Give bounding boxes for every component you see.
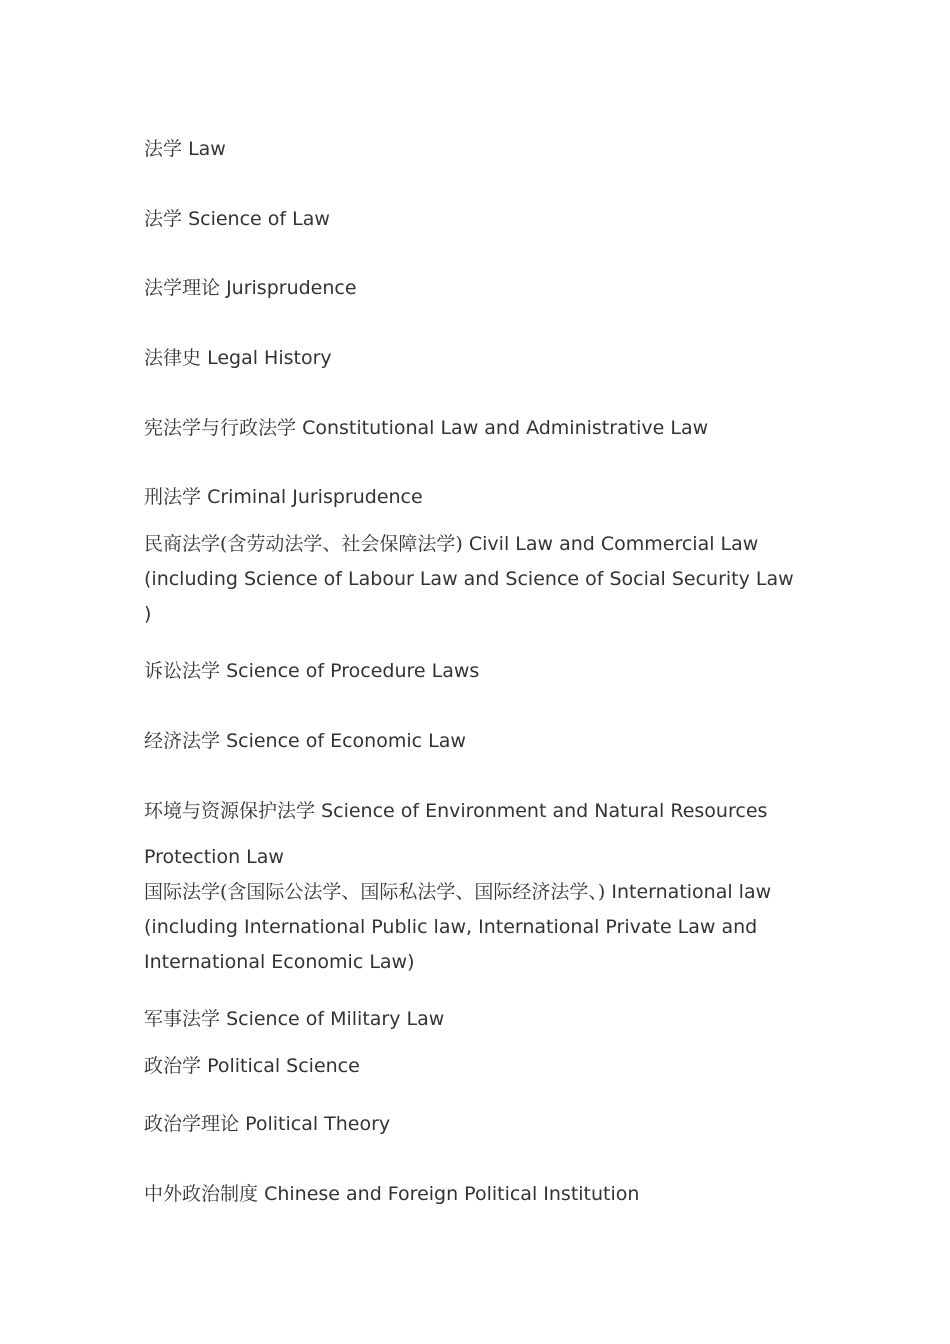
entry-english-term: Legal History (207, 347, 332, 369)
entry-chinese-term: 宪法学与行政法学 (144, 417, 297, 439)
glossary-entry-political-theory (144, 1107, 794, 1142)
entry-english-term: Science of Economic Law (226, 730, 466, 752)
entry-english-term: Chinese and Foreign Political Institution (264, 1183, 640, 1205)
entry-chinese-term: 民商法学(含劳动法学、社会保障法学) (144, 533, 463, 555)
glossary-entry-constitutional-law (144, 411, 794, 446)
glossary-entry-political-science (144, 1049, 794, 1084)
entry-english-term: Science of Procedure Laws (226, 660, 480, 682)
glossary-entry-economic-law (144, 724, 794, 759)
entry-english-term: Criminal Jurisprudence (207, 486, 423, 508)
entry-chinese-term: 诉讼法学 (144, 660, 221, 682)
entry-english-term: Law (188, 138, 226, 160)
entry-english-term: Protection Law (144, 846, 284, 868)
entry-english-term: Political Theory (245, 1113, 391, 1135)
entry-english-term: Civil Law and Commercial Law (including Science of Labour Law and Science of Social Security Law ) (144, 533, 794, 625)
entry-english-term: Jurisprudence (226, 277, 357, 299)
entry-chinese-term: 经济法学 (144, 730, 221, 752)
entry-chinese-term: 政治学理论 (144, 1113, 240, 1135)
entry-english-term: Political Science (207, 1055, 360, 1077)
glossary-entry-international-law (144, 875, 794, 980)
glossary-entry-political-institution (144, 1177, 794, 1212)
entry-chinese-term: 军事法学 (144, 1008, 221, 1030)
glossary-entry-environment-law-continued (144, 840, 794, 875)
entry-chinese-term: 法学 (144, 208, 183, 230)
entry-chinese-term: 政治学 (144, 1055, 202, 1077)
entry-chinese-term: 环境与资源保护法学 (144, 800, 316, 822)
entry-english-term: Constitutional Law and Administrative Law (302, 417, 709, 439)
entry-chinese-term: 国际法学(含国际公法学、国际私法学、国际经济法学、) (144, 881, 606, 903)
entry-chinese-term: 中外政治制度 (144, 1183, 259, 1205)
glossary-entry-procedure-laws (144, 654, 794, 689)
entry-chinese-term: 刑法学 (144, 486, 202, 508)
glossary-entry-legal-history (144, 341, 794, 376)
glossary-entry-criminal-jurisprudence (144, 480, 794, 515)
entry-chinese-term: 法学 (144, 138, 183, 160)
entry-english-term: Science of Military Law (226, 1008, 445, 1030)
entry-english-term: International law (including International Public law, International Private Law and International Economic Law) (144, 881, 772, 973)
entry-chinese-term: 法律史 (144, 347, 202, 369)
entry-chinese-term: 法学理论 (144, 277, 221, 299)
entry-english-term: Science of Law (188, 208, 330, 230)
entry-english-term: Science of Environment and Natural Resources (321, 800, 768, 822)
glossary-entry-military-law (144, 1002, 794, 1037)
glossary-entry-jurisprudence (144, 271, 794, 306)
glossary-entry-science-of-law (144, 202, 794, 237)
glossary-entry-environment-law (144, 794, 794, 829)
glossary-entry-law (144, 132, 794, 167)
glossary-entry-civil-commercial-law (144, 527, 794, 632)
